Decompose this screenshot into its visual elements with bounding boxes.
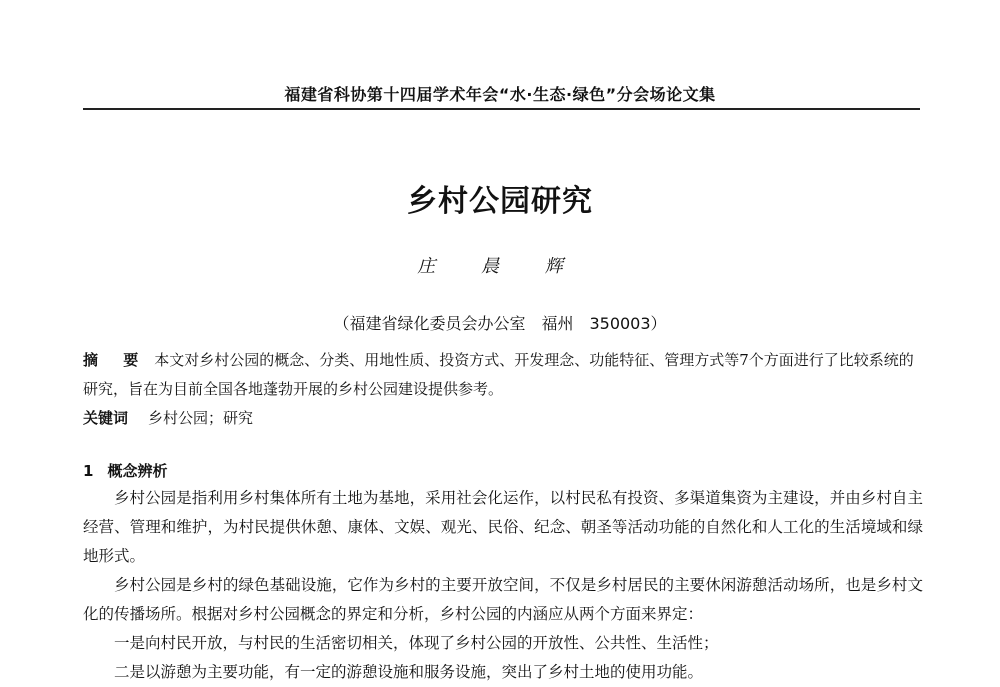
author-name: 庄 晨 辉 — [417, 256, 583, 277]
paragraph: 一是向村民开放，与村民的生活密切相关，体现了乡村公园的开放性、公共性、生活性； — [114, 634, 719, 652]
section-heading — [83, 460, 167, 481]
abstract-label: 摘 要 — [83, 351, 149, 369]
paragraph: 二是以游憩为主要功能，有一定的游憩设施和服务设施，突出了乡村土地的使用功能。 — [114, 663, 704, 681]
abstract-text: 本文对乡村公园的概念、分类、用地性质、投资方式、开发理念、功能特征、管理方式等7个方面进行了比较系统的研究，旨在为目前全国各地蓬勃开展的乡村公园建设提供参考。 — [83, 351, 914, 398]
paragraph: 乡村公园是乡村的绿色基础设施，它作为乡村的主要开放空间，不仅是乡村居民的主要休闲游憩活动场所，也是乡村文化的传播场所。根据对乡村公园概念的界定和分析，乡村公园的内涵应从两个方面来界定： — [83, 576, 923, 623]
header-rule — [83, 108, 920, 110]
keywords — [83, 404, 923, 433]
paragraph: 乡村公园是指利用乡村集体所有土地为基地，采用社会化运作，以村民私有投资、多渠道集资为主建设，并由乡村自主经营、管理和维护，为村民提供休憩、康体、文娱、观光、民俗、纪念、朝圣等活动功能的自然化和人工化的生活境域和绿地形式。 — [83, 489, 923, 565]
paper-title: 乡村公园研究 — [407, 184, 593, 219]
author-affiliation: （福建省绿化委员会办公室 福州 350003） — [333, 314, 667, 333]
section-number: 1 — [83, 462, 94, 480]
abstract — [83, 346, 923, 404]
section-title: 概念辨析 — [107, 462, 168, 480]
running-header: 福建省科协第十四届学术年会“水·生态·绿色”分会场论文集 — [284, 85, 716, 104]
keywords-text: 乡村公园；研究 — [148, 409, 254, 427]
body-text — [83, 484, 923, 687]
keywords-label: 关键词 — [83, 409, 129, 427]
